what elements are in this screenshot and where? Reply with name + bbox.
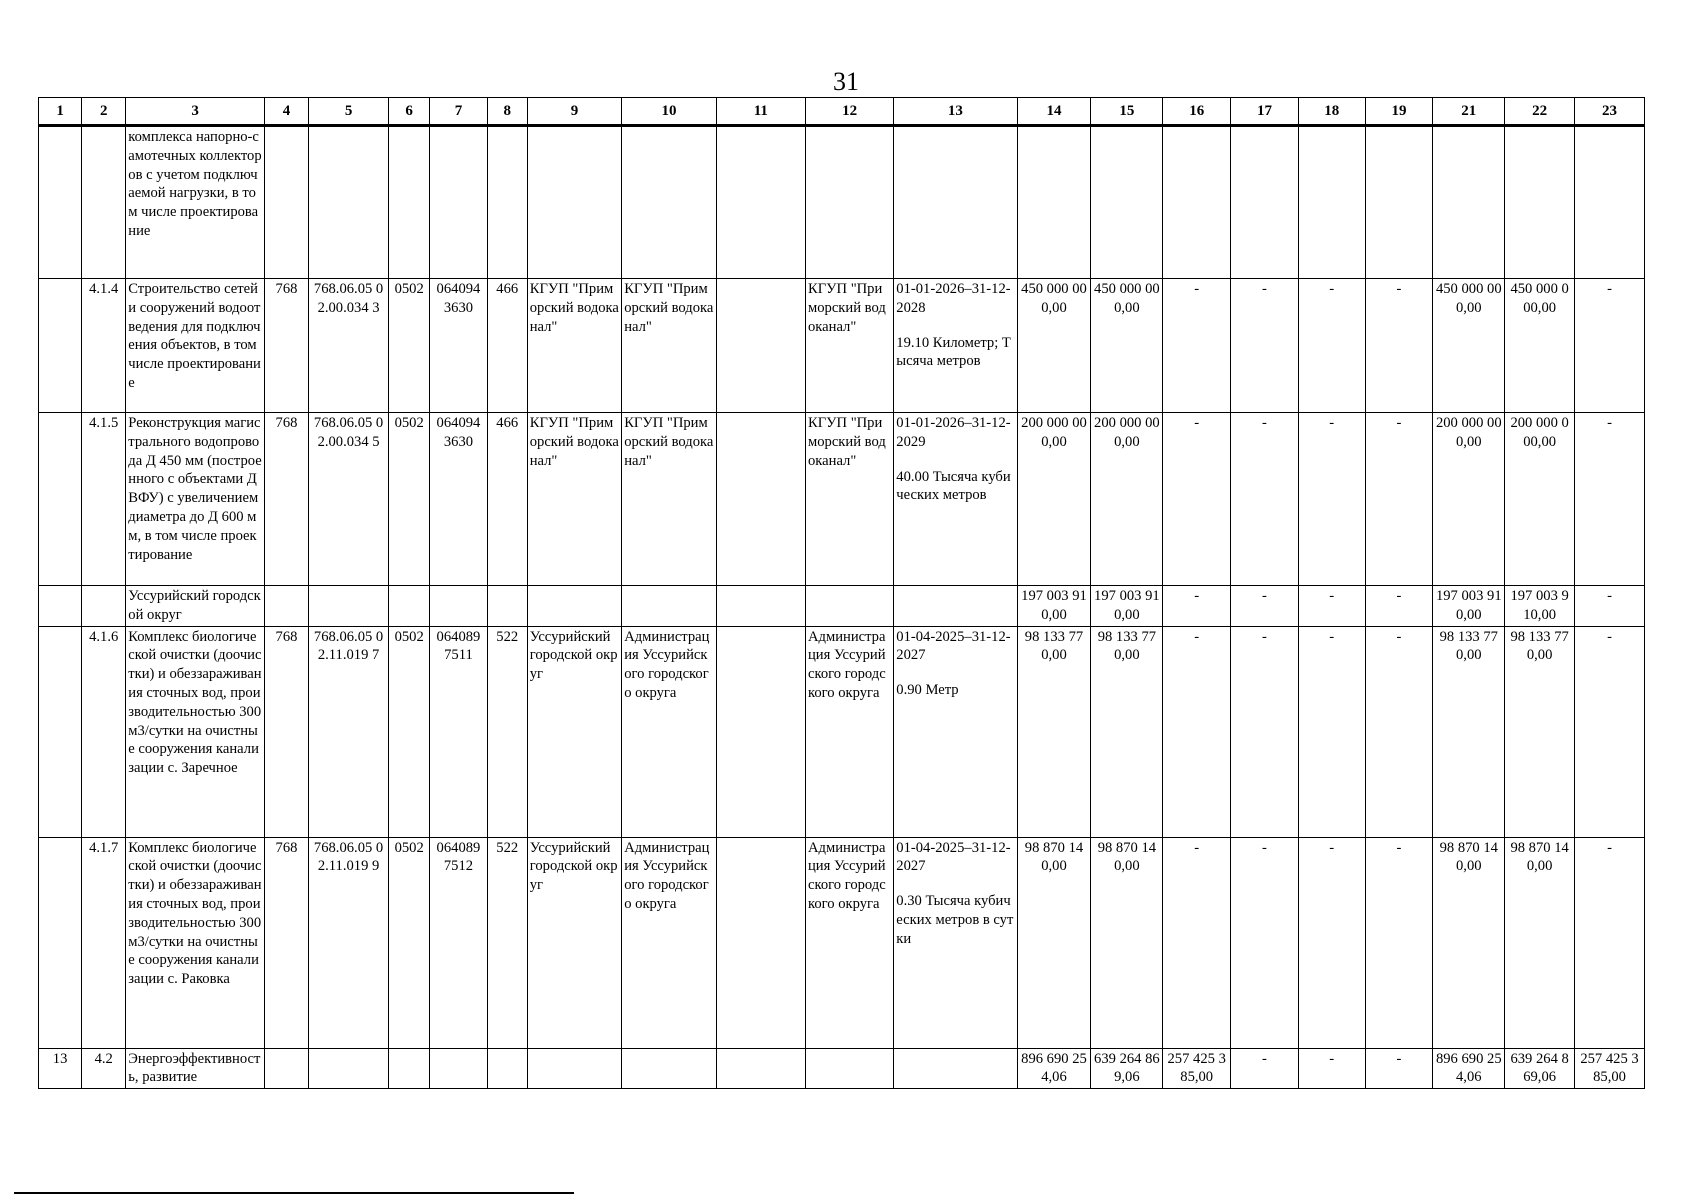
code-cell: 064089 7512 <box>430 837 488 1048</box>
table-row <box>39 413 1645 586</box>
code-cell: 064094 3630 <box>430 413 488 586</box>
organization-cell: Администрация Уссурийского городского округа <box>622 626 716 837</box>
code-cell: 466 <box>487 279 527 413</box>
result-text: 40.00 Тысяча кубических метров <box>896 468 1011 504</box>
result-text: 0.30 Тысяча кубических метров в сутки <box>896 893 1014 947</box>
item-number: 4.1.4 <box>82 279 126 413</box>
amount-cell: - <box>1365 1048 1433 1089</box>
amount-cell: 98 870 140,00 <box>1091 837 1163 1048</box>
organization-cell: КГУП "Приморский водоканал" <box>806 279 894 413</box>
header-cell: 8 <box>487 98 527 126</box>
header-cell: 6 <box>389 98 430 126</box>
amount-cell: 200 000 000,00 <box>1433 413 1505 586</box>
header-cell: 21 <box>1433 98 1505 126</box>
header-cell: 22 <box>1505 98 1575 126</box>
organization-cell: КГУП "Приморский водоканал" <box>527 279 621 413</box>
amount-cell: - <box>1298 586 1365 627</box>
code-cell: 522 <box>487 626 527 837</box>
header-cell: 18 <box>1298 98 1365 126</box>
organization-cell: Уссурийский городской округ <box>527 626 621 837</box>
amount-cell: 197 003 910,00 <box>1505 586 1575 627</box>
amount-cell: - <box>1163 837 1231 1048</box>
amount-cell: 98 133 770,00 <box>1017 626 1091 837</box>
amount-cell: 639 264 869,06 <box>1505 1048 1575 1089</box>
code-cell: 768.06.05 02.11.019 7 <box>309 626 389 837</box>
amount-cell: - <box>1298 837 1365 1048</box>
column-number-header-row <box>39 98 1645 126</box>
amount-cell: 98 133 770,00 <box>1091 626 1163 837</box>
amount-cell: - <box>1365 279 1433 413</box>
organization-cell: Администрация Уссурийского городского округа <box>622 837 716 1048</box>
period-text: 01-01-2026–31-12-2028 <box>896 281 1011 316</box>
amount-cell: 450 000 000,00 <box>1433 279 1505 413</box>
item-number: 4.1.5 <box>82 413 126 586</box>
period-result-cell <box>894 626 1017 837</box>
header-cell: 7 <box>430 98 488 126</box>
amount-cell: - <box>1298 1048 1365 1089</box>
amount-cell: - <box>1365 586 1433 627</box>
code-cell: 522 <box>487 837 527 1048</box>
amount-cell: 98 133 770,00 <box>1505 626 1575 837</box>
code-cell: 768.06.05 02.00.034 3 <box>309 279 389 413</box>
amount-cell: 98 870 140,00 <box>1017 837 1091 1048</box>
item-name: Строительство сетей и сооружений водоотведения для подключения объектов, в том числе проектирование <box>126 279 265 413</box>
code-cell: 768 <box>264 413 308 586</box>
amount-cell: - <box>1575 626 1645 837</box>
organization-cell: Администрация Уссурийского городского округа <box>806 626 894 837</box>
item-name: Комплекс биологической очистки (доочистки) и обеззараживания сточных вод, производительностью 300 м3/сутки на очистные сооружения канализации с. Раковка <box>126 837 265 1048</box>
amount-cell: - <box>1163 279 1231 413</box>
header-cell: 16 <box>1163 98 1231 126</box>
organization-cell: КГУП "Приморский водоканал" <box>527 413 621 586</box>
amount-cell: 197 003 910,00 <box>1091 586 1163 627</box>
row-number: 13 <box>39 1048 82 1089</box>
amount-cell: 450 000 000,00 <box>1091 279 1163 413</box>
code-cell: 064089 7511 <box>430 626 488 837</box>
item-name: Реконструкция магистрального водопровода Д 450 мм (построенного с объектами ДВФУ) с увеличением диаметра до Д 600 мм, в том числе проектирование <box>126 413 265 586</box>
amount-cell: 450 000 000,00 <box>1505 279 1575 413</box>
header-cell: 19 <box>1365 98 1433 126</box>
header-cell: 13 <box>894 98 1017 126</box>
period-result-cell <box>894 413 1017 586</box>
header-cell: 23 <box>1575 98 1645 126</box>
amount-cell: 98 870 140,00 <box>1505 837 1575 1048</box>
budget-table <box>38 97 1645 1089</box>
item-name: Комплекс биологической очистки (доочистки) и обеззараживания сточных вод, производительностью 300 м3/сутки на очистные сооружения канализации с. Заречное <box>126 626 265 837</box>
period-result-cell <box>894 837 1017 1048</box>
amount-cell: - <box>1575 413 1645 586</box>
footnote-separator-line <box>14 1192 574 1194</box>
amount-cell: 197 003 910,00 <box>1017 586 1091 627</box>
amount-cell: - <box>1298 413 1365 586</box>
header-cell: 5 <box>309 98 389 126</box>
period-result-cell <box>894 279 1017 413</box>
code-cell: 064094 3630 <box>430 279 488 413</box>
amount-cell: - <box>1575 279 1645 413</box>
header-cell: 3 <box>126 98 265 126</box>
amount-cell: 98 133 770,00 <box>1433 626 1505 837</box>
table-row <box>39 626 1645 837</box>
result-text: 0.90 Метр <box>896 682 959 699</box>
amount-cell: 200 000 000,00 <box>1505 413 1575 586</box>
item-number: 4.1.6 <box>82 626 126 837</box>
table-row <box>39 126 1645 279</box>
period-text: 01-01-2026–31-12-2029 <box>896 415 1011 450</box>
organization-cell: Уссурийский городской округ <box>527 837 621 1048</box>
header-cell: 4 <box>264 98 308 126</box>
table-row <box>39 279 1645 413</box>
code-cell: 768.06.05 02.00.034 5 <box>309 413 389 586</box>
amount-cell: - <box>1231 413 1299 586</box>
result-text: 19.10 Километр; Тысяча метров <box>896 334 1011 370</box>
organization-cell: КГУП "Приморский водоканал" <box>806 413 894 586</box>
organization-cell: КГУП "Приморский водоканал" <box>622 413 716 586</box>
page-number: 31 <box>833 67 859 96</box>
code-cell: 768.06.05 02.11.019 9 <box>309 837 389 1048</box>
code-cell: 768 <box>264 837 308 1048</box>
amount-cell: - <box>1575 586 1645 627</box>
amount-cell: 257 425 385,00 <box>1163 1048 1231 1089</box>
amount-cell: 200 000 000,00 <box>1017 413 1091 586</box>
organization-cell: Администрация Уссурийского городского округа <box>806 837 894 1048</box>
code-cell: 0502 <box>389 837 430 1048</box>
code-cell: 768 <box>264 626 308 837</box>
amount-cell: - <box>1231 279 1299 413</box>
code-cell: 768 <box>264 279 308 413</box>
amount-cell: 197 003 910,00 <box>1433 586 1505 627</box>
amount-cell: 450 000 000,00 <box>1017 279 1091 413</box>
table-row <box>39 1048 1645 1089</box>
amount-cell: - <box>1163 586 1231 627</box>
amount-cell: 200 000 000,00 <box>1091 413 1163 586</box>
code-cell: 0502 <box>389 413 430 586</box>
amount-cell: - <box>1575 837 1645 1048</box>
amount-cell: - <box>1365 626 1433 837</box>
header-cell: 17 <box>1231 98 1299 126</box>
amount-cell: - <box>1163 626 1231 837</box>
amount-cell: 896 690 254,06 <box>1433 1048 1505 1089</box>
amount-cell: - <box>1365 413 1433 586</box>
amount-cell: - <box>1231 1048 1299 1089</box>
item-number: 4.2 <box>82 1048 126 1089</box>
header-cell: 14 <box>1017 98 1091 126</box>
item-name: комплекса напорно-самотечных коллекторов с учетом подключаемой нагрузки, в том числе проектирование <box>126 126 265 279</box>
amount-cell: - <box>1298 279 1365 413</box>
amount-cell: - <box>1365 837 1433 1048</box>
amount-cell: 257 425 385,00 <box>1575 1048 1645 1089</box>
period-text: 01-04-2025–31-12-2027 <box>896 628 1011 664</box>
amount-cell: 98 870 140,00 <box>1433 837 1505 1048</box>
code-cell: 0502 <box>389 279 430 413</box>
amount-cell: 896 690 254,06 <box>1017 1048 1091 1089</box>
item-number: 4.1.7 <box>82 837 126 1048</box>
header-cell: 10 <box>622 98 716 126</box>
item-name: Уссурийский городской округ <box>126 586 265 627</box>
code-cell: 466 <box>487 413 527 586</box>
organization-cell: КГУП "Приморский водоканал" <box>622 279 716 413</box>
amount-cell: - <box>1231 626 1299 837</box>
header-cell: 15 <box>1091 98 1163 126</box>
table-row <box>39 837 1645 1048</box>
item-name: Энергоэффективность, развитие <box>126 1048 265 1089</box>
amount-cell: - <box>1163 413 1231 586</box>
code-cell: 0502 <box>389 626 430 837</box>
header-cell: 1 <box>39 98 82 126</box>
header-cell: 9 <box>527 98 621 126</box>
period-text: 01-04-2025–31-12-2027 <box>896 839 1011 875</box>
amount-cell: 639 264 869,06 <box>1091 1048 1163 1089</box>
amount-cell: - <box>1231 837 1299 1048</box>
amount-cell: - <box>1298 626 1365 837</box>
table-row <box>39 586 1645 627</box>
header-cell: 11 <box>716 98 805 126</box>
amount-cell: - <box>1231 586 1299 627</box>
header-cell: 2 <box>82 98 126 126</box>
header-cell: 12 <box>806 98 894 126</box>
